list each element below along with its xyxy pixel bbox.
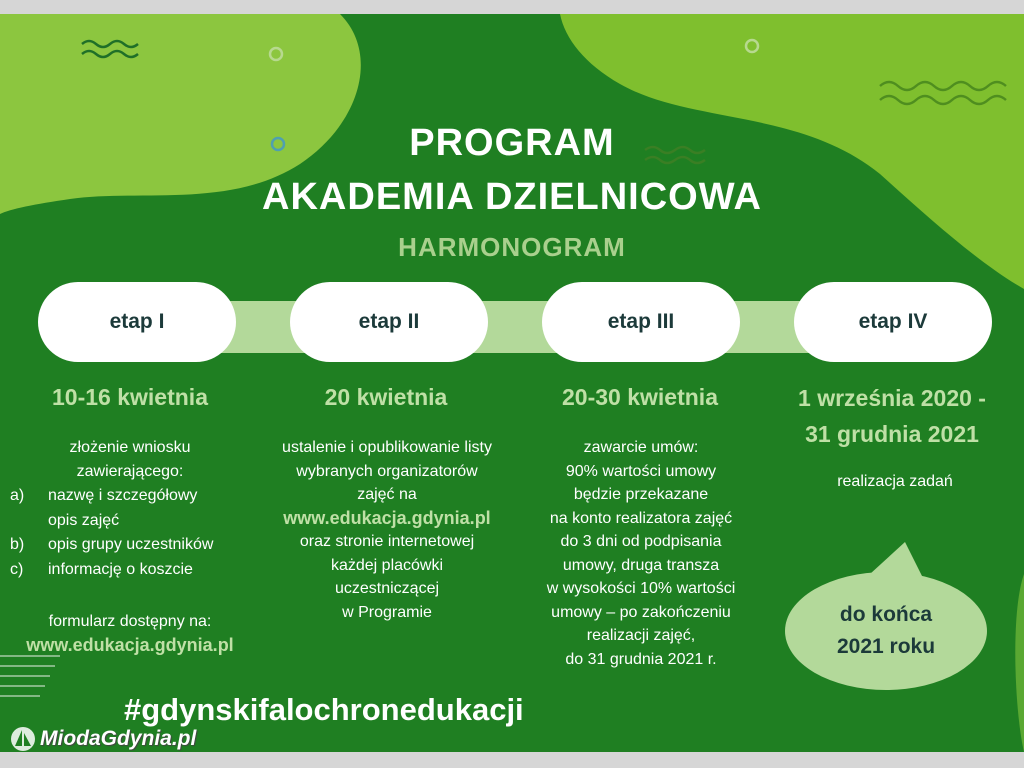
stage-4-description: realizacja zadań xyxy=(837,473,953,490)
list-item-text: nazwę i szczegółowy xyxy=(48,487,198,504)
stage-1-intro xyxy=(30,436,230,483)
title-line-1: PROGRAM xyxy=(409,122,615,164)
list-item-text: informację o koszcie xyxy=(48,560,193,578)
list-item xyxy=(10,533,213,558)
logo-text: MiodaGdynia.pl xyxy=(40,727,197,750)
bubble-line-2: 2021 roku xyxy=(836,635,936,658)
stage-pill-2: etap II xyxy=(290,282,488,362)
desc-line: w wysokości 10% wartości xyxy=(546,580,736,597)
desc-line: do 31 grudnia 2021 r. xyxy=(565,650,717,668)
stage-pill-3: etap III xyxy=(542,282,740,362)
form-label: formularz dostępny na: xyxy=(48,613,212,630)
list-item-text: opis zajęć xyxy=(48,511,120,529)
stage-date-2: 20 kwietnia xyxy=(324,384,448,410)
desc-line: każdej placówki xyxy=(330,556,444,574)
stage-date-3: 20-30 kwietnia xyxy=(562,384,718,410)
stage-3-description xyxy=(516,436,766,671)
stage-date-4 xyxy=(766,380,1018,452)
desc-line: uczestniczącej xyxy=(334,580,440,597)
desc-line: do 3 dni od podpisania xyxy=(560,533,722,550)
stripes-decoration xyxy=(0,656,60,696)
deadline-bubble xyxy=(785,572,987,690)
list-item-text: opis grupy uczestników xyxy=(48,536,214,553)
stage-1-intro-line: złożenie wniosku xyxy=(69,439,191,456)
poster xyxy=(0,14,1024,752)
stage-pill-1: etap I xyxy=(38,282,236,362)
page-title xyxy=(0,116,1024,224)
desc-line: umowy – po zakończeniu xyxy=(551,603,731,621)
desc-line: wybranych organizatorów xyxy=(296,462,478,480)
bottom-right-blob xyxy=(1015,574,1024,752)
desc-line: zajęć na xyxy=(357,486,417,503)
stage-date-4-line-2: 31 grudnia 2021 xyxy=(805,421,979,447)
sail-logo-icon xyxy=(10,726,36,752)
stage-pill-4: etap IV xyxy=(794,282,992,362)
list-item xyxy=(10,558,213,583)
stage-2-url-link[interactable]: www.edukacja.gdynia.pl xyxy=(283,507,491,528)
desc-line: 90% wartości umowy xyxy=(565,462,717,480)
stage-date-4-line-1: 1 września 2020 - xyxy=(798,385,986,411)
desc-line: będzie przekazane xyxy=(573,486,709,503)
title-line-2: AKADEMIA DZIELNICOWA xyxy=(262,176,762,218)
stage-1-list xyxy=(10,484,213,582)
desc-line: na konto realizatora zajęć xyxy=(549,509,733,527)
list-marker: a) xyxy=(10,487,25,504)
desc-line: w Programie xyxy=(342,603,432,621)
list-marker: b) xyxy=(10,536,25,553)
list-item xyxy=(10,484,213,533)
hashtag: #gdynskifalochronedukacji xyxy=(124,692,524,727)
stage-1-intro-line: zawierającego: xyxy=(76,462,184,480)
stage-2-description xyxy=(252,436,522,624)
site-logo xyxy=(10,726,196,752)
desc-line: realizacji zajęć, xyxy=(586,627,696,644)
desc-line: umowy, druga transza xyxy=(562,556,720,574)
desc-line: oraz stronie internetowej xyxy=(299,533,475,550)
stage-date-1: 10-16 kwietnia xyxy=(52,384,208,410)
bubble-line-1: do końca xyxy=(839,603,933,626)
stage-1-form xyxy=(0,610,260,657)
timeline-connector xyxy=(130,301,890,353)
desc-line: zawarcie umów: xyxy=(583,439,699,456)
form-url-link[interactable]: www.edukacja.gdynia.pl xyxy=(26,634,234,655)
list-marker: c) xyxy=(10,560,24,578)
desc-line: ustalenie i opublikowanie listy xyxy=(282,439,492,456)
subtitle: HARMONOGRAM xyxy=(398,232,626,262)
